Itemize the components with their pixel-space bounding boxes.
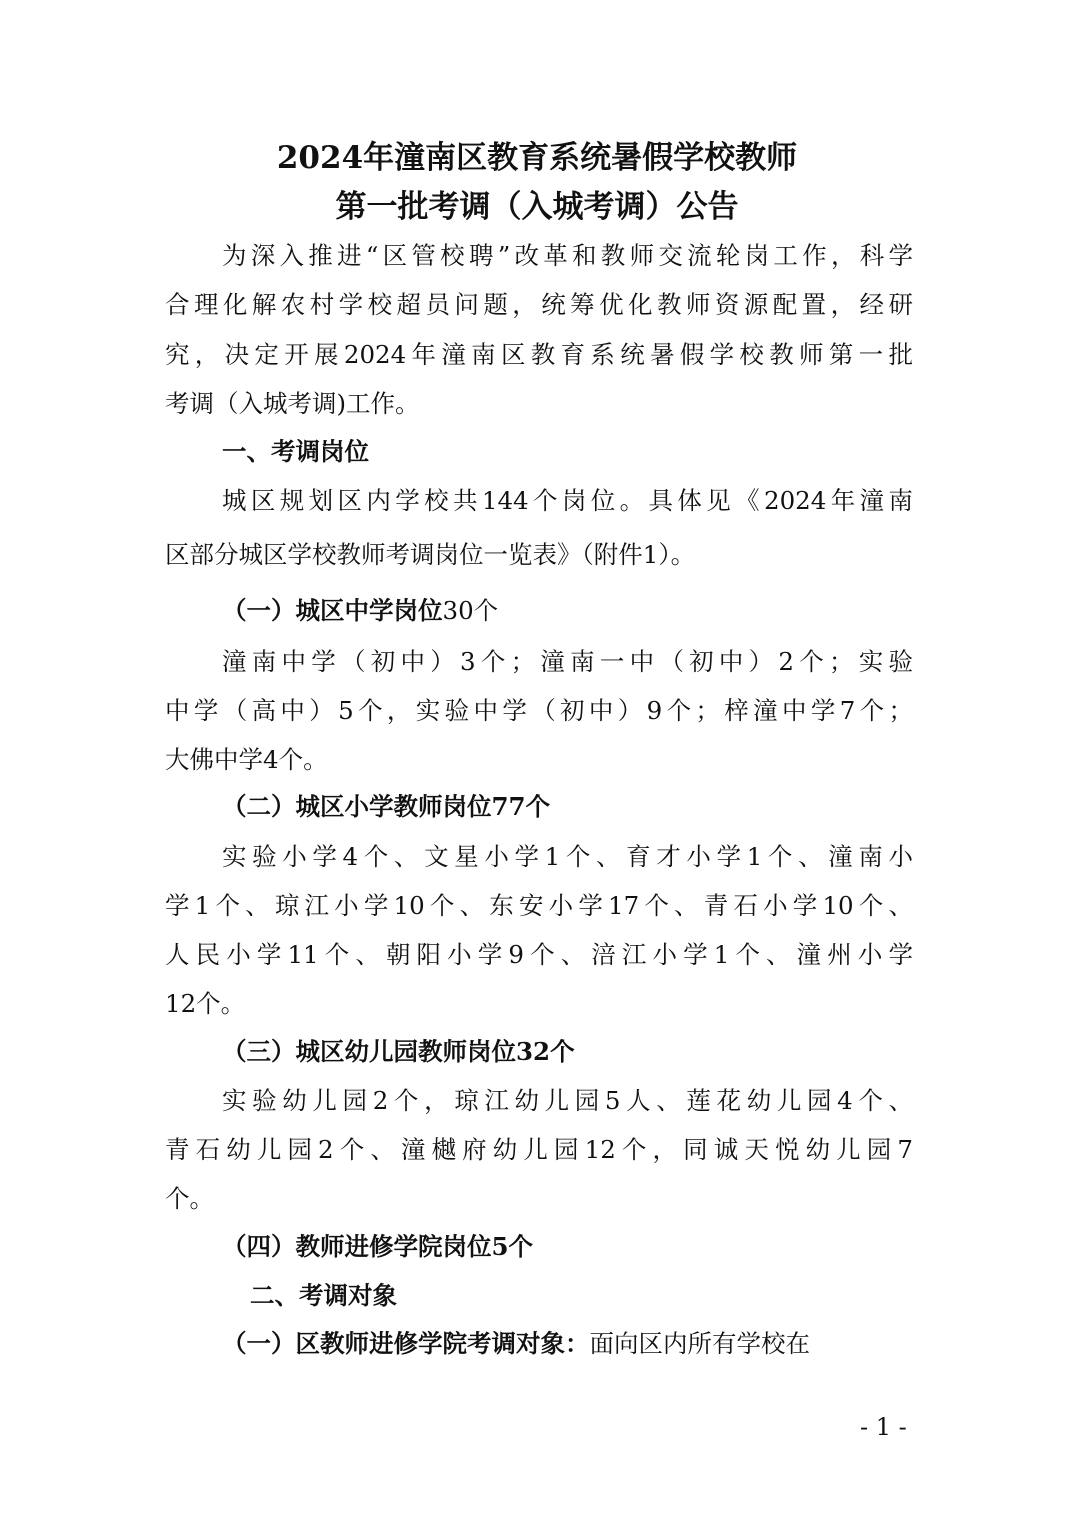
document-title-line-1: 2024年潼南区教育系统暑假学校教师 [276, 140, 798, 176]
middle-school-line-3: 大佛中学4个。 [165, 745, 328, 774]
kindergarten-line-3: 个。 [165, 1184, 214, 1213]
training-college-candidates-text: 面向区内所有学校在 [589, 1329, 810, 1358]
subheading-training-college-positions: （四）教师进修学院岗位5个 [222, 1232, 534, 1261]
positions-body-line-2: 区部分城区学校教师考调岗位一览表》（附件1）。 [165, 540, 696, 569]
primary-school-line-3: 人民小学11个、朝阳小学9个、涪江小学1个、潼州小学 [165, 940, 913, 969]
primary-school-line-2: 学1个、琼江小学10个、东安小学17个、青石小学10个、 [165, 891, 913, 920]
section-heading-positions: 一、考调岗位 [222, 437, 369, 466]
subheading-middle-school-label: （一）城区中学岗位 [222, 596, 443, 625]
primary-school-line-1: 实验小学4个、文星小学1个、育才小学1个、潼南小 [222, 842, 913, 871]
intro-line-4: 考调（入城考调)工作。 [165, 389, 420, 418]
primary-school-line-4: 12个。 [165, 989, 246, 1018]
section-heading-candidates: 二、考调对象 [250, 1281, 397, 1310]
positions-body-line-1: 城区规划区内学校共144个岗位。具体见《2024年潼南 [222, 486, 913, 515]
intro-line-2: 合理化解农村学校超员问题，统筹优化教师资源配置，经研 [165, 290, 913, 319]
intro-line-1: 为深入推进“区管校聘”改革和教师交流轮岗工作，科学 [222, 241, 913, 270]
training-college-candidates-line [222, 1329, 810, 1358]
kindergarten-line-1: 实验幼儿园2个，琼江幼儿园5人、莲花幼儿园4个、 [222, 1086, 913, 1115]
middle-school-line-2: 中学（高中）5个，实验中学（初中）9个；梓潼中学7个； [165, 696, 913, 725]
document-title-line-2: 第一批考调（入城考调）公告 [335, 189, 739, 225]
training-college-candidates-label: （一）区教师进修学院考调对象： [222, 1329, 590, 1358]
subheading-primary-school-positions: （二）城区小学教师岗位77个 [222, 792, 551, 821]
kindergarten-line-2: 青石幼儿园2个、潼樾府幼儿园12个，同诚天悦幼儿园7 [165, 1135, 913, 1164]
intro-line-3: 究，决定开展2024年潼南区教育系统暑假学校教师第一批 [165, 340, 913, 369]
middle-school-line-1: 潼南中学（初中）3个；潼南一中（初中）2个；实验 [222, 647, 913, 676]
subheading-middle-school-positions [222, 596, 499, 625]
page-number: - 1 - [860, 1413, 907, 1441]
subheading-kindergarten-positions: （三）城区幼儿园教师岗位32个 [222, 1037, 575, 1066]
subheading-middle-school-count: 30个 [442, 596, 499, 625]
